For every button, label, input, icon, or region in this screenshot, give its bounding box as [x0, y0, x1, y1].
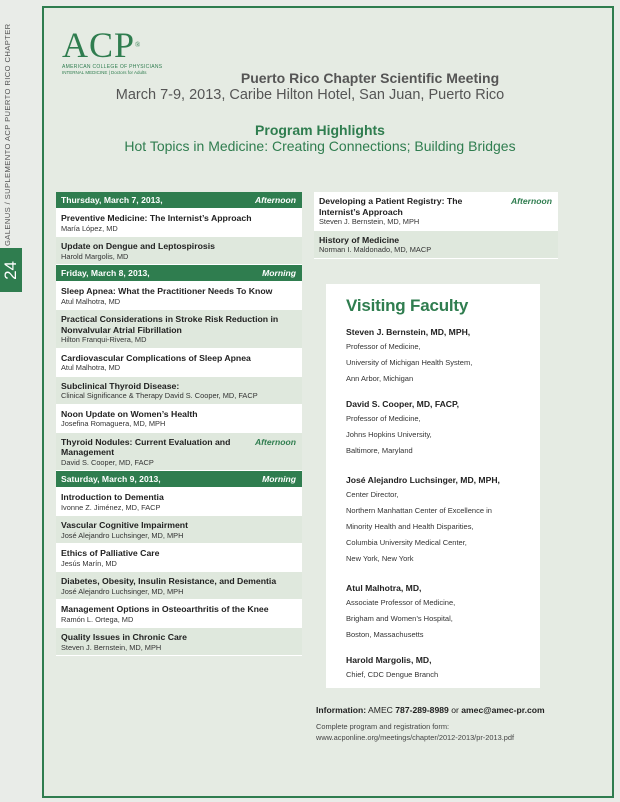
faculty-line: Minority Health and Health Disparities,: [346, 522, 474, 531]
faculty-line: Baltimore, Maryland: [346, 446, 413, 455]
faculty-name: Harold Margolis, MD,: [346, 655, 432, 665]
faculty-member: [346, 653, 530, 683]
day-label: Thursday, March 7, 2013,: [61, 195, 163, 205]
faculty-line: Ann Arbor, Michigan: [346, 374, 414, 383]
faculty-name: José Alejandro Luchsinger, MD, MPH,: [346, 475, 500, 485]
session-item: [56, 516, 302, 544]
session-speaker: David S. Cooper, MD, FACP: [61, 457, 154, 467]
faculty-line: Professor of Medicine,: [346, 414, 421, 423]
faculty-line: New York, New York: [346, 554, 414, 563]
session-title: Practical Considerations in Stroke Risk Reduction in Nonvalvular Atrial Fibrillation: [61, 314, 279, 335]
page-number: 24: [1, 260, 20, 280]
day-label: Friday, March 8, 2013,: [61, 268, 150, 278]
faculty-line: Chief, CDC Dengue Branch: [346, 670, 439, 679]
day-header-thursday: [56, 192, 302, 209]
note-text: Complete program and registration form:: [316, 722, 450, 731]
info-org: AMEC: [368, 705, 393, 715]
session-speaker: Ramón L. Ortega, MD: [61, 614, 134, 624]
session-title: Vascular Cognitive Impairment: [61, 520, 188, 530]
session-title: Subclinical Thyroid Disease:: [61, 380, 180, 391]
session-title: Quality Issues in Chronic Care: [61, 632, 188, 642]
visiting-faculty-box: [326, 284, 540, 688]
session-item: [56, 237, 302, 265]
session-item: [56, 433, 302, 472]
time-of-day: Afternoon: [510, 196, 552, 206]
faculty-line: Associate Professor of Medicine,: [346, 598, 456, 607]
faculty-member: [346, 325, 530, 387]
time-of-day: Afternoon: [254, 195, 296, 205]
page-number-tab: [0, 248, 22, 292]
session-item: [56, 572, 302, 600]
session-speaker: Steven J. Bernstein, MD, MPH: [61, 642, 162, 652]
faculty-member: [346, 581, 530, 643]
faculty-name: Atul Malhotra, MD,: [346, 583, 422, 593]
meeting-subtitle: March 7-9, 2013, Caribe Hilton Hotel, San Juan, Puerto Rico: [115, 87, 505, 103]
session-speaker: José Alejandro Luchsinger, MD, MPH: [61, 586, 184, 596]
info-label: Information:: [316, 705, 367, 715]
session-item: [56, 310, 302, 349]
time-of-day: Morning: [262, 268, 296, 278]
session-speaker: Jesús Marín, MD: [61, 558, 117, 568]
faculty-line: University of Michigan Health System,: [346, 358, 473, 367]
faculty-name: Steven J. Bernstein, MD, MPH,: [346, 327, 471, 337]
info-or: or: [451, 705, 459, 715]
schedule-right-column: [314, 192, 558, 259]
session-item: [56, 282, 302, 310]
session-title: Noon Update on Women’s Health: [61, 408, 198, 419]
session-title: Diabetes, Obesity, Insulin Resistance, and Dementia: [61, 576, 277, 586]
faculty-name: David S. Cooper, MD, FACP,: [346, 399, 460, 409]
running-head: GALENUS / SUPLEMENTO ACP PUERTO RICO CHAPTER: [3, 23, 12, 246]
logo-registered: ®: [135, 41, 142, 49]
faculty-line: Northern Manhattan Center of Excellence in: [346, 506, 492, 515]
day-header-friday: [56, 265, 302, 282]
session-speaker: Clinical Significance & Therapy David S. Cooper, MD, FACP: [61, 391, 258, 400]
session-item: [56, 544, 302, 572]
faculty-line: Professor of Medicine,: [346, 342, 421, 351]
day-header-saturday: [56, 471, 302, 488]
faculty-member: [346, 397, 530, 459]
acp-logo: [62, 25, 163, 80]
session-speaker: Steven J. Bernstein, MD, MPH: [319, 217, 420, 226]
session-title: Thyroid Nodules: Current Evaluation and Management: [61, 436, 231, 457]
info-email[interactable]: amec@amec-pr.com: [461, 705, 545, 715]
session-speaker: Ivonne Z. Jiménez, MD, FACP: [61, 502, 161, 512]
schedule-left-column: [56, 192, 302, 656]
session-item: [314, 231, 558, 259]
session-item: [56, 405, 302, 433]
session-title: Update on Dengue and Leptospirosis: [61, 241, 215, 251]
day-label: Saturday, March 9, 2013,: [61, 474, 161, 484]
logo-line1: AMERICAN COLLEGE OF PHYSICIANS: [62, 64, 163, 70]
session-speaker: Norman I. Maldonado, MD, MACP: [319, 245, 432, 254]
session-item: [56, 377, 302, 405]
session-item: [56, 488, 302, 516]
session-item: [56, 349, 302, 377]
session-speaker: Harold Margolis, MD: [61, 251, 129, 261]
program-highlights-subtitle: Hot Topics in Medicine: Creating Connections; Building Bridges: [124, 138, 516, 154]
faculty-line: Brigham and Women’s Hospital,: [346, 614, 453, 623]
session-title: Cardiovascular Complications of Sleep Apnea: [61, 352, 251, 363]
faculty-line: Johns Hopkins University,: [346, 430, 432, 439]
registration-url[interactable]: www.acponline.org/meetings/chapter/2012-2013/pr-2013.pdf: [316, 732, 515, 742]
session-title: Introduction to Dementia: [61, 492, 164, 502]
session-speaker: Atul Malhotra, MD: [61, 363, 121, 372]
session-title: History of Medicine: [319, 234, 400, 245]
logo-mark: ACP: [62, 25, 136, 65]
session-speaker: Atul Malhotra, MD: [61, 296, 121, 306]
session-item: [56, 600, 302, 628]
session-title: Preventive Medicine: The Internist’s Approach: [61, 213, 252, 223]
registration-note: [316, 722, 606, 743]
session-speaker: Josefina Romaguera, MD, MPH: [61, 419, 166, 428]
session-speaker: María López, MD: [61, 223, 118, 233]
faculty-line: Columbia University Medical Center,: [346, 538, 467, 547]
faculty-line: Boston, Massachusetts: [346, 630, 424, 639]
session-title: Management Options in Osteoarthritis of the Knee: [61, 604, 269, 614]
side-strip: [0, 0, 22, 802]
time-of-day: Morning: [262, 474, 296, 484]
faculty-line: Center Director,: [346, 490, 399, 499]
visiting-faculty-title: Visiting Faculty: [346, 296, 469, 315]
faculty-member: [346, 473, 530, 567]
session-speaker: José Alejandro Luchsinger, MD, MPH: [61, 530, 184, 540]
time-of-day: Afternoon: [254, 436, 296, 447]
session-item: [56, 209, 302, 237]
contact-information: [316, 705, 606, 715]
session-item: [56, 628, 302, 656]
logo-line2: INTERNAL MEDICINE | Doctors for Adults: [62, 70, 147, 75]
session-speaker: Hilton Franqui-Rivera, MD: [61, 335, 147, 344]
program-highlights-title: Program Highlights: [255, 122, 385, 138]
session-title: Ethics of Palliative Care: [61, 548, 160, 558]
meeting-title: Puerto Rico Chapter Scientific Meeting: [240, 70, 500, 86]
session-title: Developing a Patient Registry: The Internist’s Approach: [319, 196, 463, 217]
session-title: Sleep Apnea: What the Practitioner Needs To Know: [61, 286, 273, 296]
info-phone: 787-289-8989: [395, 705, 449, 715]
session-item: [314, 192, 558, 231]
